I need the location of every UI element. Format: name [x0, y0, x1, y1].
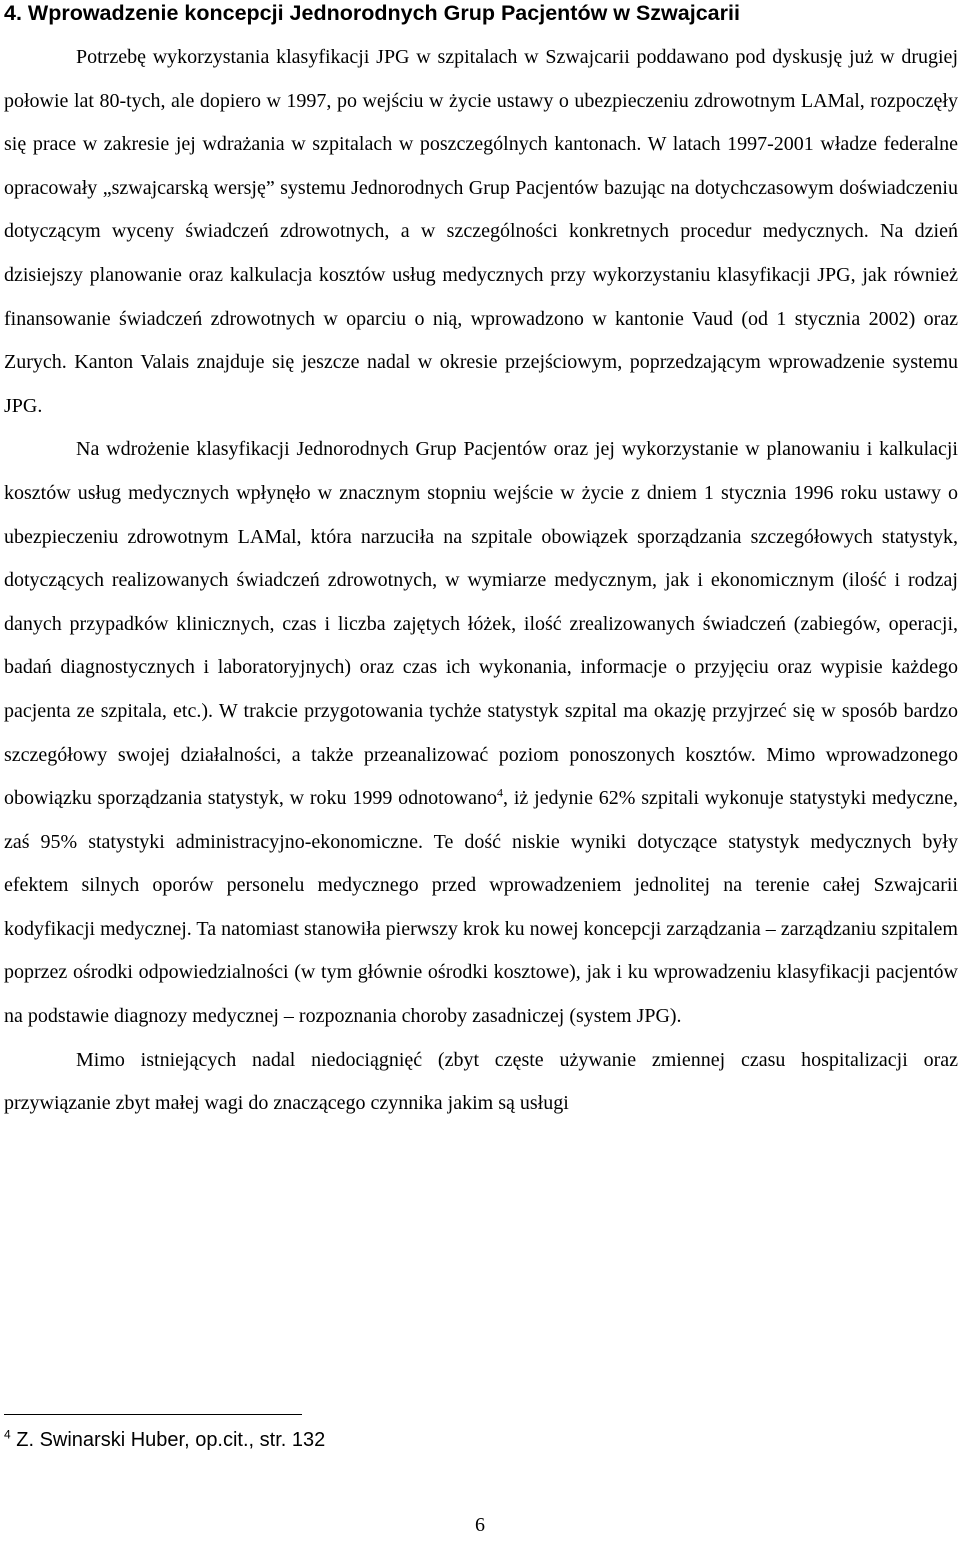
paragraph-3: Mimo istniejących nadal niedociągnięć (zbyt częste używanie zmiennej czasu hospitalizacji oraz przywiązanie zbyt małej wagi do znaczącego czynnika jakim są usługi: [4, 1048, 958, 1115]
paragraph-2-text-before-note: Na wdrożenie klasyfikacji Jednorodnych Grup Pacjentów oraz jej wykorzystanie w planowaniu i kalkulacji kosztów usług medycznych wpłynęło w znacznym stopniu wejście w życie z dniem 1 stycznia 1996 roku ustawy o ubezpieczeniu zdrowotnym LAMal, która narzuciła na szpitale obowiązek sporządzania szczegółowych statystyk, dotyczących realizowanych świadczeń zdrowotnych, w wymiarze medycznym, jak i ekonomicznym (ilość i rodzaj danych przypadków klinicznych, czas i liczba zajętych łóżek, ilość zrealizowanych świadczeń (zabiegów, operacji, badań diagnostycznych i laboratoryjnych) oraz czas ich wykonania, informacje o przyjęciu oraz wypisie każdego pacjenta ze szpitala, etc.). W trakcie przygotowania tychże statystyk szpital ma okazję przyjrzeć się w sposób bardzo szczegółowy swojej działalności, a także przeanalizować poziom ponoszonych kosztów. Mimo wprowadzonego obowiązku sporządzania statystyk, w roku 1999 odnotowano: [4, 438, 958, 810]
footnote-reference[interactable]: 4: [497, 785, 504, 800]
footnote: [4, 1425, 325, 1455]
page-number: 6: [475, 1514, 485, 1536]
body-text: [4, 36, 958, 1126]
paragraph-1: Potrzebę wykorzystania klasyfikacji JPG w szpitalach w Szwajcarii poddawano pod dyskusję już w drugiej połowie lat 80-tych, ale dopiero w 1997, po wejściu w życie ustawy o ubezpieczeniu zdrowotnym LAMal, rozpoczęły się prace w zakresie jej wdrażania w szpitalach w poszczególnych kantonach. W latach 1997-2001 władze federalne opracowały „szwajcarską wersję” systemu Jednorodnych Grup Pacjentów bazując na dotychczasowym doświadczeniu dotyczącym wyceny świadczeń zdrowotnych, a w szczególności konkretnych procedur medycznych. Na dzień dzisiejszy planowanie oraz kalkulacja kosztów usług medycznych przy wykorzystaniu klasyfikacji JPG, jak również finansowanie świadczeń zdrowotnych w oparciu o nią, wprowadzono w kantonie Vaud (od 1 stycznia 2002) oraz Zurych. Kanton Valais znajduje się jeszcze nadal w okresie przejściowym, poprzedzającym wprowadzenie systemu JPG.: [4, 46, 958, 417]
footnote-separator: [4, 1414, 302, 1415]
paragraph-2-text-after-note: , iż jedynie 62% szpitali wykonuje statystyki medyczne, zaś 95% statystyki administracyjno-ekonomiczne. Te dość niskie wyniki dotyczące statystyk medycznych były efektem silnych oporów personelu medycznego przed wprowadzeniem jednolitej na terenie całej Szwajcarii kodyfikacji medycznej. Ta natomiast stanowiła pierwszy krok ku nowej koncepcji zarządzania – zarządzaniu szpitalem poprzez ośrodki odpowiedzialności (w tym głównie ośrodki kosztowe), jak i ku wprowadzeniu klasyfikacji pacjentów na podstawie diagnozy medycznej – rozpoznania choroby zasadniczej (system JPG).: [4, 787, 958, 1028]
footnote-number: 4: [4, 1427, 11, 1442]
section-heading: 4. Wprowadzenie koncepcji Jednorodnych Grup Pacjentów w Szwajcarii: [4, 1, 740, 25]
footnote-text: Z. Swinarski Huber, op.cit., str. 132: [10, 1429, 326, 1451]
paragraph-2: [4, 428, 958, 1038]
